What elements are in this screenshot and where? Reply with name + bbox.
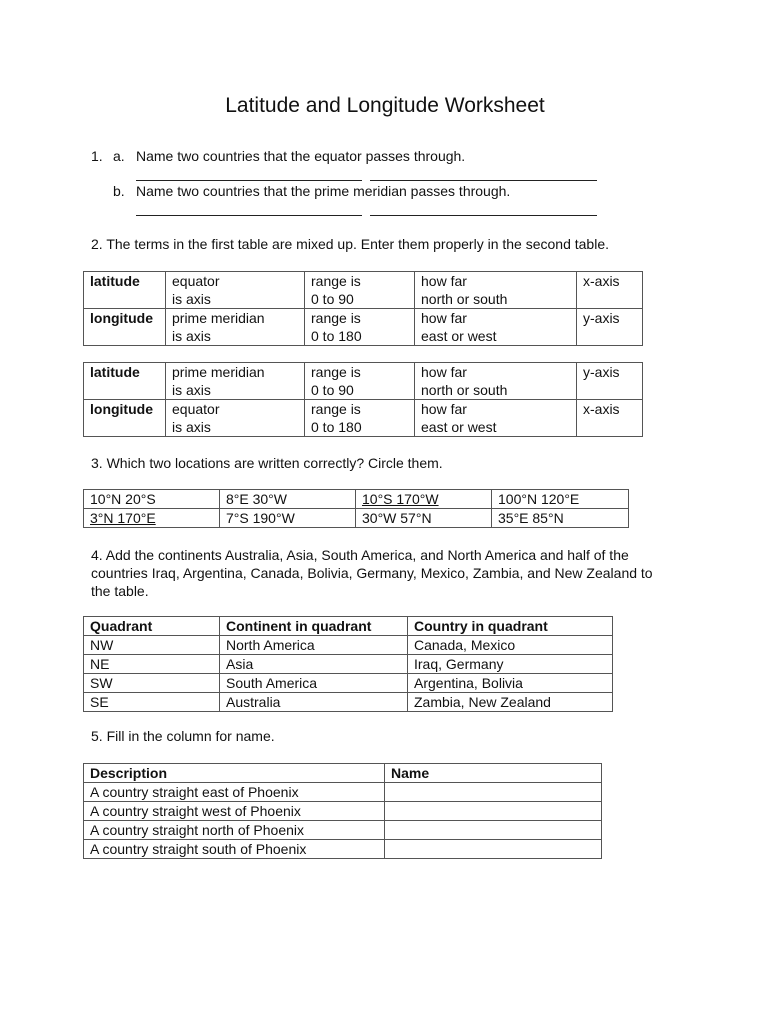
column-header: Country in quadrant (408, 617, 613, 636)
term-property-cell: how far east or west (415, 309, 577, 346)
location-cell[interactable]: 10°S 170°W (356, 490, 492, 509)
table-row (84, 764, 602, 783)
term-cell: longitude (84, 400, 166, 437)
column-header: Name (385, 764, 602, 783)
table-cell: Canada, Mexico (408, 636, 613, 655)
term-cell: latitude (84, 363, 166, 400)
table-row (84, 636, 613, 655)
location-cell[interactable]: 3°N 170°E (84, 509, 220, 528)
term-property-cell: range is 0 to 90 (305, 272, 415, 309)
q2-table-mixed (83, 271, 643, 346)
table-row (84, 509, 629, 528)
q3-text: 3. Which two locations are written correctly? Circle them. (91, 455, 443, 471)
name-answer-cell[interactable] (385, 802, 602, 821)
table-cell: SE (84, 693, 220, 712)
description-cell: A country straight west of Phoenix (84, 802, 385, 821)
term-property-cell: prime meridian is axis (166, 363, 305, 400)
term-property-cell: how far east or west (415, 400, 577, 437)
q1-b-label: b. (113, 183, 125, 199)
term-property-cell: y-axis (577, 309, 643, 346)
q1-number: 1. (91, 148, 103, 164)
table-row (84, 363, 643, 400)
q1-b-text: Name two countries that the prime meridian passes through. (136, 183, 511, 199)
location-cell[interactable]: 30°W 57°N (356, 509, 492, 528)
table-row (84, 783, 602, 802)
table-row (84, 272, 643, 309)
q1-b-answer-blank-2[interactable] (370, 215, 597, 216)
term-property-cell: equator is axis (166, 400, 305, 437)
table-cell: South America (220, 674, 408, 693)
name-answer-cell[interactable] (385, 840, 602, 859)
q3-locations-table (83, 489, 629, 528)
table-row (84, 655, 613, 674)
column-header: Continent in quadrant (220, 617, 408, 636)
term-cell: latitude (84, 272, 166, 309)
column-header: Description (84, 764, 385, 783)
q5-text: 5. Fill in the column for name. (91, 728, 275, 744)
term-property-cell: x-axis (577, 400, 643, 437)
q2-text: 2. The terms in the first table are mixed up. Enter them properly in the second table. (91, 236, 610, 252)
table-cell: Asia (220, 655, 408, 674)
term-cell: longitude (84, 309, 166, 346)
table-row (84, 309, 643, 346)
location-cell[interactable]: 10°N 20°S (84, 490, 220, 509)
term-property-cell: range is 0 to 180 (305, 400, 415, 437)
q4-quadrant-table (83, 616, 613, 712)
name-answer-cell[interactable] (385, 783, 602, 802)
table-cell: NE (84, 655, 220, 674)
q2-table-corrected (83, 362, 643, 437)
term-property-cell: prime meridian is axis (166, 309, 305, 346)
table-row (84, 840, 602, 859)
table-cell: Zambia, New Zealand (408, 693, 613, 712)
term-property-cell: range is 0 to 90 (305, 363, 415, 400)
q1-a-answer-blank-1[interactable] (136, 180, 362, 181)
table-cell: North America (220, 636, 408, 655)
column-header: Quadrant (84, 617, 220, 636)
q1-a-answer-blank-2[interactable] (370, 180, 597, 181)
table-cell: NW (84, 636, 220, 655)
term-property-cell: how far north or south (415, 363, 577, 400)
term-property-cell: y-axis (577, 363, 643, 400)
table-row (84, 617, 613, 636)
term-property-cell: how far north or south (415, 272, 577, 309)
term-property-cell: x-axis (577, 272, 643, 309)
description-cell: A country straight south of Phoenix (84, 840, 385, 859)
page-title: Latitude and Longitude Worksheet (225, 94, 545, 117)
table-row (84, 490, 629, 509)
table-cell: Iraq, Germany (408, 655, 613, 674)
location-cell[interactable]: 100°N 120°E (492, 490, 629, 509)
table-row (84, 674, 613, 693)
q5-name-table (83, 763, 602, 859)
description-cell: A country straight east of Phoenix (84, 783, 385, 802)
term-property-cell: equator is axis (166, 272, 305, 309)
table-cell: Argentina, Bolivia (408, 674, 613, 693)
description-cell: A country straight north of Phoenix (84, 821, 385, 840)
table-cell: SW (84, 674, 220, 693)
q1-a-text: Name two countries that the equator passes through. (136, 148, 466, 164)
name-answer-cell[interactable] (385, 821, 602, 840)
table-row (84, 821, 602, 840)
location-cell[interactable]: 7°S 190°W (220, 509, 356, 528)
q4-text: 4. Add the continents Australia, Asia, South America, and North America and half of the countries Iraq, Argentina, Canada, Bolivia, Germany, Mexico, Zambia, and New Zealand to the table. (91, 547, 653, 599)
q1-a-label: a. (113, 148, 125, 164)
q1-b-answer-blank-1[interactable] (136, 215, 362, 216)
location-cell[interactable]: 35°E 85°N (492, 509, 629, 528)
table-cell: Australia (220, 693, 408, 712)
term-property-cell: range is 0 to 180 (305, 309, 415, 346)
location-cell[interactable]: 8°E 30°W (220, 490, 356, 509)
table-row (84, 693, 613, 712)
table-row (84, 802, 602, 821)
table-row (84, 400, 643, 437)
